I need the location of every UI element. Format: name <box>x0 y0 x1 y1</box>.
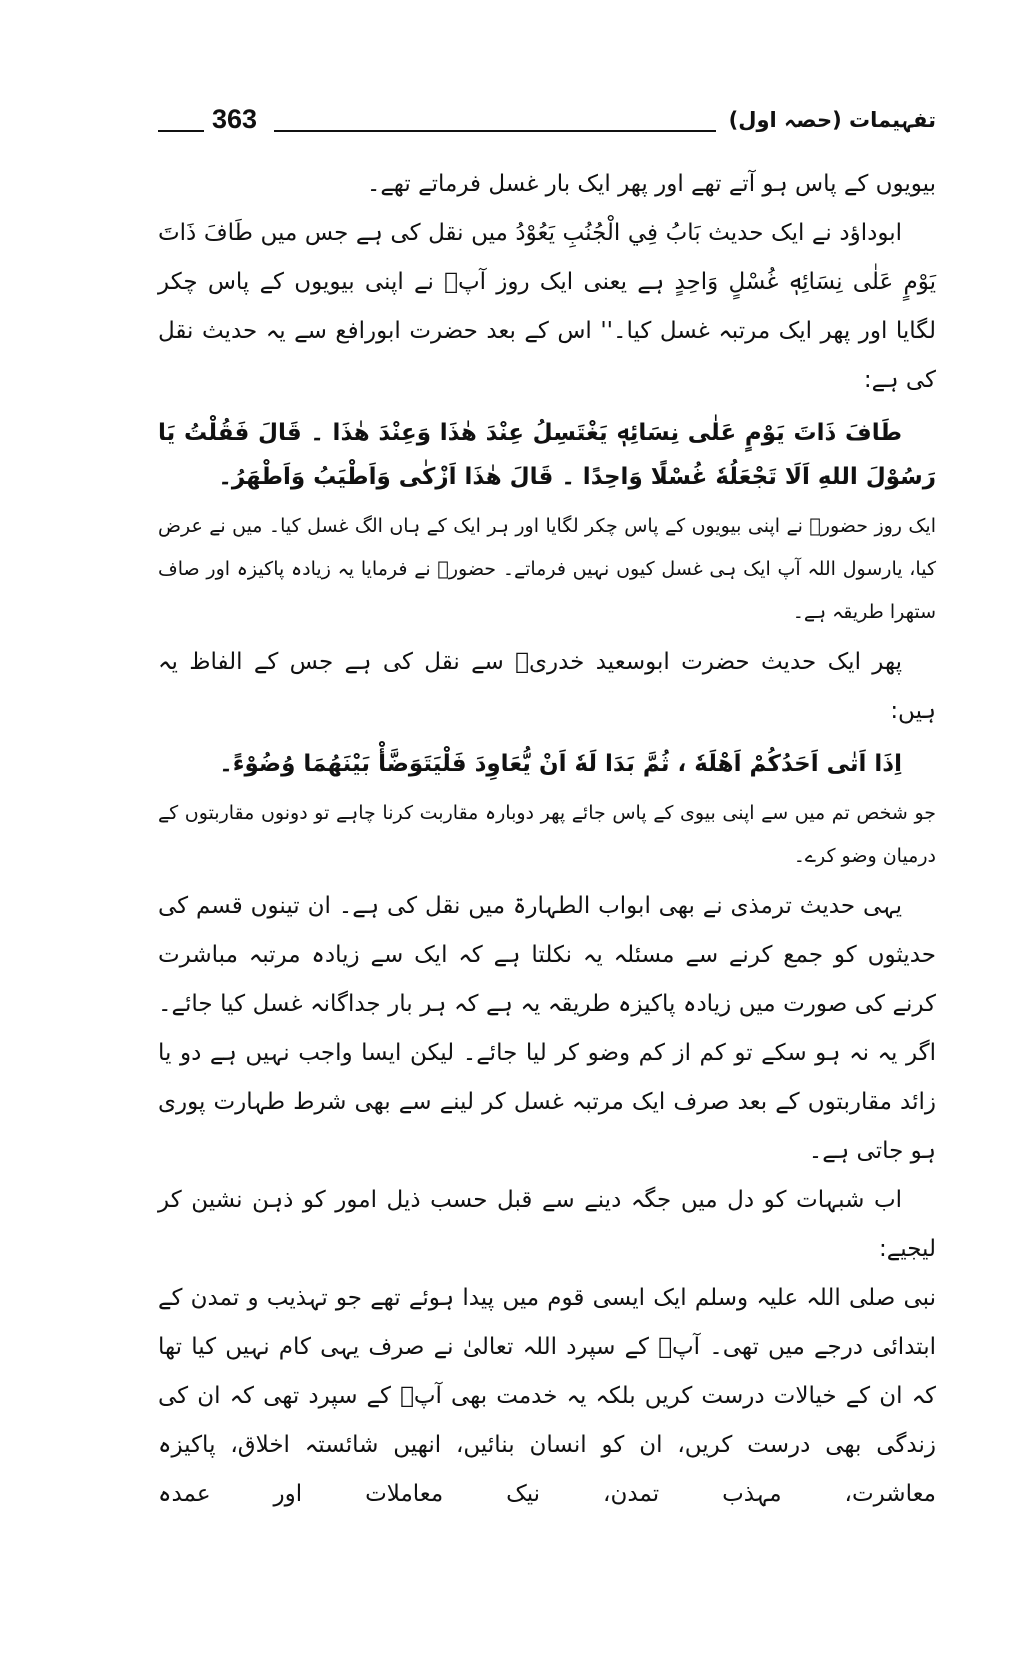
paragraph-5: اب شبہات کو دل میں جگہ دینے سے قبل حسب ذیل امور کو ذہن نشین کر لیجیے: <box>158 1187 936 1262</box>
page-number: 363 <box>212 104 258 134</box>
arabic-hadith-1: طَافَ ذَاتَ يَوْمٍ عَلٰى نِسَائِهٖ يَغْتَسِلُ عِنْدَ هٰذَا وَعِنْدَ هٰذَا ۔ قَالَ فَقُلْتُ يَا رَسُوْلَ اللهِ اَلَا تَجْعَلُهٗ غُسْلًا وَاحِدًا ۔ قَالَ هٰذَا اَزْكٰى وَاَطْيَبُ وَاَطْهَرُ۔ <box>158 420 936 490</box>
header-rule-left <box>158 130 204 132</box>
translation-1: ایک روز حضورؐ نے اپنی بیویوں کے پاس چکر لگایا اور ہر ایک کے ہاں الگ غسل کیا۔ میں نے عرض کیا، یارسول اللہ آپ ایک ہی غسل کیوں نہیں فرماتے۔ حضورؐ نے فرمایا یہ زیادہ پاکیزہ اور صاف ستھرا طریقہ ہے۔ <box>158 515 936 623</box>
running-title: تفہیمات (حصہ اول) <box>728 108 936 132</box>
page-header <box>158 104 936 148</box>
header-rule-middle <box>274 130 716 132</box>
arabic-hadith-2: اِذَا اَتٰى اَحَدُكُمْ اَهْلَهٗ ، ثُمَّ بَدَا لَهٗ اَنْ يُّعَاوِدَ فَلْيَتَوَضَّأْ بَيْنَهُمَا وُضُوْءً۔ <box>219 751 902 777</box>
paragraph-4: یہی حدیث ترمذی نے بھی ابواب الطہارۃ میں نقل کی ہے۔ ان تینوں قسم کی حدیثوں کو جمع کرنے سے مسئلہ یہ نکلتا ہے کہ ایک سے زیادہ مرتبہ مباشرت کرنے کی صورت میں زیادہ پاکیزہ طریقہ یہ ہے کہ ہر بار جداگانہ غسل کیا جائے۔ اگر یہ نہ ہو سکے تو کم از کم وضو کر لیا جائے۔ لیکن ایسا واجب نہیں ہے دو یا زائد مقاربتوں کے بعد صرف ایک مرتبہ غسل کر لینے سے بھی شرط طہارت پوری ہو جاتی ہے۔ <box>158 893 936 1164</box>
translation-2: جو شخص تم میں سے اپنی بیوی کے پاس جائے پھر دوبارہ مقاربت کرنا چاہے تو دونوں مقاربتوں کے درمیان وضو کرے۔ <box>158 802 936 867</box>
paragraph-3: پھر ایک حدیث حضرت ابوسعید خدریؓ سے نقل کی ہے جس کے الفاظ یہ ہیں: <box>158 649 936 724</box>
body-text <box>158 160 936 1519</box>
paragraph-1: بیویوں کے پاس ہو آتے تھے اور پھر ایک بار غسل فرماتے تھے۔ <box>366 171 936 197</box>
paragraph-2: ابوداؤد نے ایک حدیث بَابُ فِي الْجُنُبِ يَعُوْدُ میں نقل کی ہے جس میں طَافَ ذَاتَ يَوْمٍ عَلٰى نِسَائِهٖ غُسْلٍ وَاحِدٍ ہے یعنی ایک روز آپؐ نے اپنی بیویوں کے پاس چکر لگایا اور پھر ایک مرتبہ غسل کیا۔'' اس کے بعد حضرت ابورافع سے یہ حدیث نقل کی ہے: <box>158 220 936 393</box>
paragraph-6: نبی صلی اللہ علیہ وسلم ایک ایسی قوم میں پیدا ہوئے تھے جو تہذیب و تمدن کے ابتدائی درجے میں تھی۔ آپؐ کے سپرد اللہ تعالیٰ نے صرف یہی کام نہیں کیا تھا کہ ان کے خیالات درست کریں بلکہ یہ خدمت بھی آپؐ کے سپرد تھی کہ ان کی زندگی بھی درست کریں، ان کو انسان بنائیں، انھیں شائستہ اخلاق، پاکیزہ معاشرت، مہذب تمدن، نیک معاملات اور عمدہ <box>158 1285 936 1507</box>
